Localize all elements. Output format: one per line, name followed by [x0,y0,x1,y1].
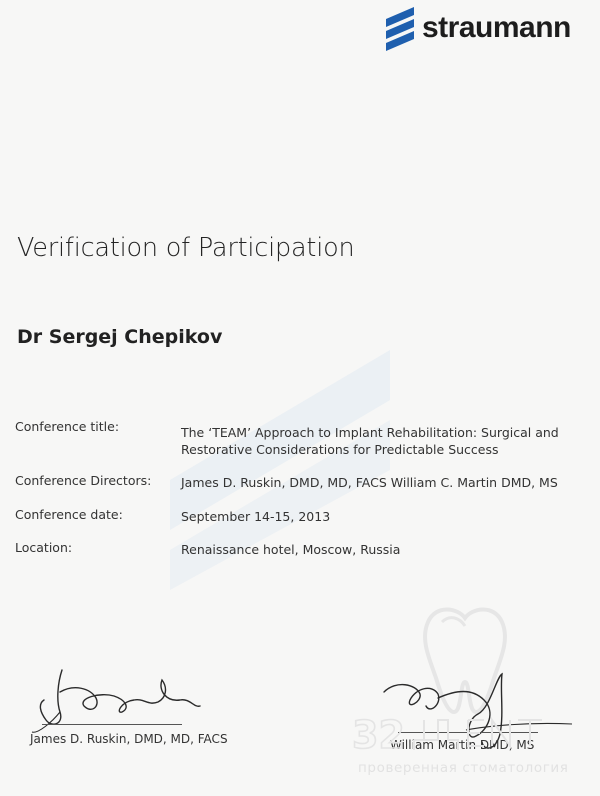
conference-title-line-2: Restorative Considerations for Predictable Success [181,442,499,457]
straumann-logo [382,4,571,52]
svg-text:32: 32 [352,713,405,757]
recipient-name: Dr Sergej Chepikov [17,326,223,348]
signature-line-left [42,724,182,725]
conference-date-label: Conference date: [15,507,123,522]
signatory-ruskin-name: James D. Ruskin, DMD, MD, FACS [30,732,228,746]
32-dent-watermark-logo [352,706,562,760]
signature-ruskin [30,662,220,737]
signatory-martin-name: William Martin DMD, MS [390,738,535,752]
conference-date-value: September 14-15, 2013 [181,509,331,524]
conference-directors-label: Conference Directors: [15,473,152,488]
conference-title-value [181,424,581,458]
watermark-tagline: проверенная стоматология [358,760,569,776]
certificate-title: Verification of Participation [17,233,355,263]
location-value: Renaissance hotel, Moscow, Russia [181,542,401,557]
conference-directors-value: James D. Ruskin, DMD, MD, FACS William C. Martin DMD, MS [181,475,558,490]
location-label: Location: [15,540,73,555]
conference-title-line-1: The ‘TEAM’ Approach to Implant Rehabilitation: Surgical and [181,425,559,440]
straumann-logo-icon [382,5,418,51]
brand-name: straumann [422,11,571,44]
conference-title-label: Conference title: [15,419,120,434]
